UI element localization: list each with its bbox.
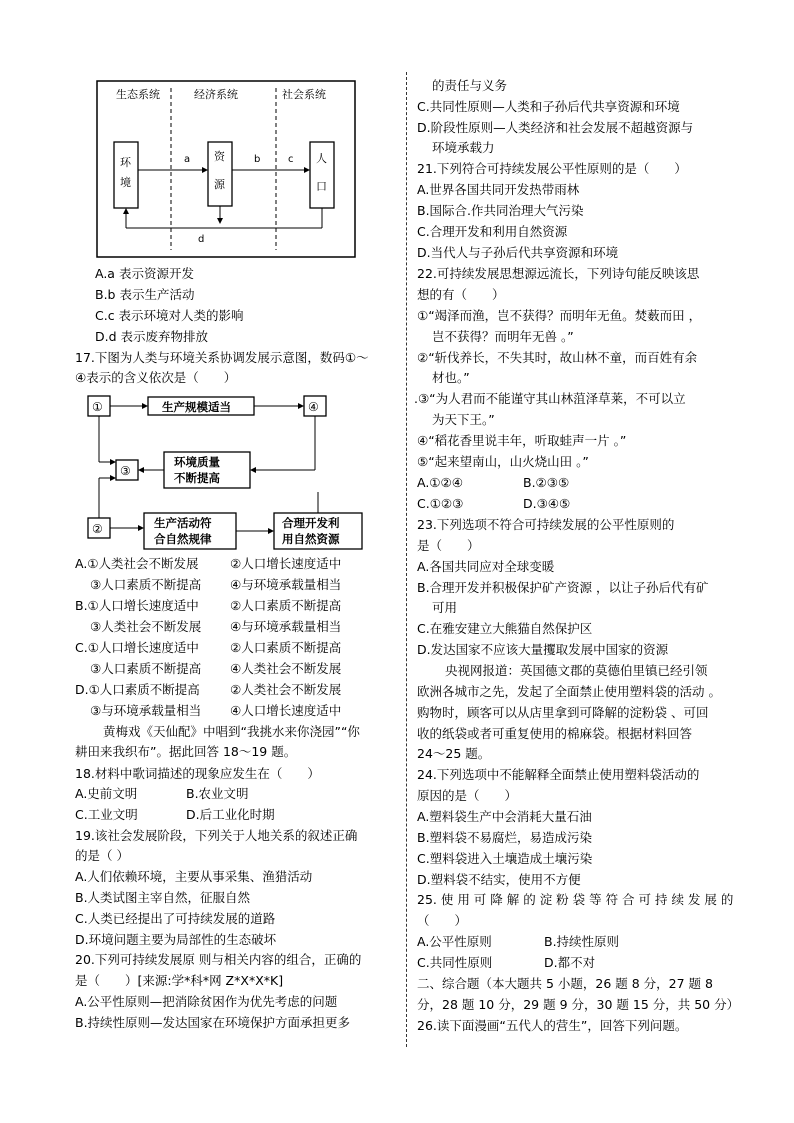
q17-opt-d3: ③与环境承载量相当 — [90, 703, 202, 718]
passage1-line-2: 耕田来我织布”。据此回答 18～19 题。 — [75, 744, 297, 759]
q24-opt-d: D.塑料袋不结实，使用不方便 — [417, 872, 581, 887]
q24-stem-2: 原因的是（ ） — [417, 788, 518, 803]
q19-opt-c: C.人类已经提出了可持续发展的道路 — [75, 911, 276, 926]
q22-item-3a: .③“为人君而不能谨守其山林菹泽草莱，不可以立 — [414, 391, 686, 406]
q19-opt-a: A.人们依赖环境，主要从事采集、渔猎活动 — [75, 869, 313, 884]
q22-opt-b: B.②③⑤ — [523, 475, 570, 490]
q20-opt-b-cont: 的责任与义务 — [432, 78, 508, 93]
q18-stem: 18.材料中歌词描述的现象应发生在（ ） — [75, 766, 320, 781]
q23-stem-2: 是（ ） — [417, 538, 480, 553]
q16-option-d: D.d 表示废弃物排放 — [95, 329, 209, 344]
q20-opt-c: C.共同性原则—人类和子孙后代共享资源和环境 — [417, 99, 680, 114]
q17-opt-d1: D.①人口素质不断提高 — [75, 682, 200, 697]
q22-item-1b: 岂不获得？而明年无兽 。” — [432, 329, 574, 344]
q22-item-4: ④“稻花香里说丰年，听取蛙声一片 。” — [417, 433, 627, 448]
q25-stem-2: （ ） — [417, 913, 468, 928]
box-env-1: 环 — [120, 156, 131, 169]
q18-opt-b: B.农业文明 — [186, 786, 249, 801]
q25-opt-a: A.公平性原则 — [417, 934, 492, 949]
q19-stem-2: 的是（ ） — [75, 848, 129, 863]
label-economy: 经济系统 — [194, 88, 238, 101]
q23-opt-b-cont: 可用 — [432, 600, 458, 615]
q24-opt-a: A.塑料袋生产中会消耗大量石油 — [417, 809, 592, 824]
q20-opt-b: B.持续性原则—发达国家在环境保护方面承担更多 — [75, 1015, 351, 1030]
q24-opt-c: C.塑料袋进入土壤造成土壤污染 — [417, 851, 593, 866]
section2-heading-1: 二、综合题（本大题共 5 小题，26 题 8 分，27 题 8 — [417, 976, 713, 991]
q21-opt-b: B.国际合.作共同治理大气污染 — [417, 203, 584, 218]
q25-opt-c: C.共同性原则 — [417, 955, 493, 970]
box-law-2: 合自然规律 — [154, 532, 212, 546]
q17-opt-a3: ③人口素质不断提高 — [90, 577, 202, 592]
q17-opt-a2: ②人口增长速度适中 — [230, 556, 342, 571]
arrow-label-b: b — [254, 154, 261, 165]
passage2-line-1: 央视网报道：英国德文郡的莫德伯里镇已经引领 — [445, 663, 708, 678]
q24-opt-b: B.塑料袋不易腐烂，易造成污染 — [417, 830, 593, 845]
box-env-2: 不断提高 — [174, 471, 220, 485]
q21-opt-a: A.世界各国共同开发热带雨林 — [417, 182, 580, 197]
node-2: ② — [92, 522, 103, 536]
box-pop-1: 人 — [316, 152, 327, 165]
label-ecosystem: 生态系统 — [116, 88, 160, 101]
passage2-line-2: 欧洲各城市之先，发起了全面禁止使用塑料袋的活动 。 — [417, 684, 721, 699]
q26-stem: 26.读下面漫画“五代人的营生”，回答下列问题。 — [417, 1018, 688, 1033]
q17-opt-c1: C.①人口增长速度适中 — [75, 640, 199, 655]
passage1-line-1: 黄梅戏《天仙配》中唱到“我挑水来你浇园”“你 — [103, 724, 360, 739]
q16-option-c: C.c 表示环境对人类的影响 — [95, 308, 244, 323]
q22-item-3b: 为天下王。” — [432, 412, 495, 427]
node-4: ④ — [308, 400, 319, 414]
q19-opt-d: D.环境问题主要为局部性的生态破坏 — [75, 932, 277, 947]
box-use-2: 用自然资源 — [282, 532, 340, 546]
node-3: ③ — [120, 464, 131, 478]
q20-opt-d: D.阶段性原则—人类经济和社会发展不超越资源与 — [417, 120, 694, 135]
box-res-1: 资 — [214, 150, 225, 163]
box-pop-2: 口 — [316, 180, 327, 193]
arrow-label-a: a — [184, 154, 191, 165]
q22-item-1a: ①“竭泽而渔，岂不获得？而明年无鱼。焚薮而田 ， — [417, 308, 702, 323]
q20-opt-d-cont: 环境承载力 — [432, 140, 495, 155]
q20-opt-a: A.公平性原则—把消除贫困作为优先考虑的问题 — [75, 994, 338, 1009]
q21-opt-d: D.当代人与子孙后代共享资源和环境 — [417, 245, 619, 260]
q17-diagram — [84, 392, 384, 552]
q25-opt-d: D.都不对 — [544, 955, 596, 970]
q23-stem-1: 23.下列选项不符合可持续发展的公平性原则的 — [417, 517, 675, 532]
q17-opt-a4: ④与环境承载量相当 — [230, 577, 342, 592]
box-use-1: 合理开发利 — [282, 516, 340, 530]
passage2-line-4: 收的纸袋或者可重复使用的棉麻袋。根据材料回答 — [417, 726, 693, 741]
q19-stem-1: 19.该社会发展阶段，下列关于人地关系的叙述正确 — [75, 828, 358, 843]
q22-stem-2: 想的有（ ） — [417, 287, 505, 302]
q25-opt-b: B.持续性原则 — [544, 934, 620, 949]
q17-stem-1: 17.下图为人类与环境关系协调发展示意图，数码①～ — [75, 350, 369, 365]
q22-item-2b: 材也。” — [432, 370, 470, 385]
q22-stem-1: 22.可持续发展思想源远流长，下列诗句能反映该思 — [417, 266, 700, 281]
q22-item-5: ⑤“起来望南山，山火烧山田 。” — [417, 454, 589, 469]
passage2-line-5: 24～25 题。 — [417, 746, 491, 761]
box-law-1: 生产活动符 — [154, 516, 212, 530]
q17-stem-2: ④表示的含义依次是（ ） — [75, 370, 237, 385]
label-society: 社会系统 — [282, 88, 326, 101]
q16-option-a: A.a 表示资源开发 — [95, 266, 194, 281]
arrow-label-d: d — [198, 234, 205, 245]
q17-opt-c2: ②人口素质不断提高 — [230, 640, 342, 655]
q25-stem-1: 25. 使 用 可 降 解 的 淀 粉 袋 等 符 合 可 持 续 发 展 的 — [417, 892, 734, 907]
q22-opt-d: D.③④⑤ — [523, 496, 571, 511]
q16-option-b: B.b 表示生产活动 — [95, 287, 195, 302]
q17-opt-b4: ④与环境承载量相当 — [230, 619, 342, 634]
q22-opt-a: A.①②④ — [417, 475, 463, 490]
q24-stem-1: 24.下列选项中不能解释全面禁止使用塑料袋活动的 — [417, 767, 700, 782]
box-res-2: 源 — [214, 178, 225, 191]
q17-opt-d2: ②人类社会不断发展 — [230, 682, 342, 697]
q17-opt-b2: ②人口素质不断提高 — [230, 598, 342, 613]
box-env-1: 环境质量 — [174, 455, 220, 469]
q19-opt-b: B.人类试图主宰自然，征服自然 — [75, 890, 251, 905]
q22-item-2a: ②“斩伐养长，不失其时，故山林不童，而百姓有余 — [417, 350, 698, 365]
q23-opt-a: A.各国共同应对全球变暖 — [417, 559, 555, 574]
q18-opt-c: C.工业文明 — [75, 807, 138, 822]
q23-opt-d: D.发达国家不应该大量攫取发展中国家的资源 — [417, 642, 669, 657]
q21-opt-c: C.合理开发和利用自然资源 — [417, 224, 568, 239]
system-diagram — [96, 80, 356, 258]
q20-stem-1: 20.下列可持续发展原 则与相关内容的组合，正确的 — [75, 952, 362, 967]
q23-opt-c: C.在雅安建立大熊猫自然保护区 — [417, 621, 593, 636]
section2-heading-2: 分，28 题 10 分，29 题 9 分，30 题 15 分，共 50 分） — [417, 997, 740, 1012]
q18-opt-d: D.后工业化时期 — [186, 807, 275, 822]
q22-opt-c: C.①②③ — [417, 496, 464, 511]
box-env-2: 境 — [120, 176, 131, 189]
q17-opt-b3: ③人类社会不断发展 — [90, 619, 202, 634]
q20-stem-2: 是（ ）[来源:学*科*网 Z*X*X*K] — [75, 973, 284, 988]
q17-opt-a1: A.①人类社会不断发展 — [75, 556, 199, 571]
box-scale: 生产规模适当 — [162, 400, 231, 414]
q17-opt-c4: ④人类社会不断发展 — [230, 661, 342, 676]
node-1: ① — [92, 400, 103, 414]
q17-opt-d4: ④人口增长速度适中 — [230, 703, 342, 718]
q18-opt-a: A.史前文明 — [75, 786, 138, 801]
q17-opt-b1: B.①人口增长速度适中 — [75, 598, 199, 613]
q17-opt-c3: ③人口素质不断提高 — [90, 661, 202, 676]
q23-opt-b: B.合理开发并积极保护矿产资源 ，以让子孙后代有矿 — [417, 580, 709, 595]
q21-stem: 21.下列符合可持续发展公平性原则的是（ ） — [417, 161, 687, 176]
arrow-label-c: c — [288, 154, 294, 165]
passage2-line-3: 购物时，顾客可以从店里拿到可降解的淀粉袋 、可回 — [417, 705, 709, 720]
column-divider — [406, 72, 407, 1047]
